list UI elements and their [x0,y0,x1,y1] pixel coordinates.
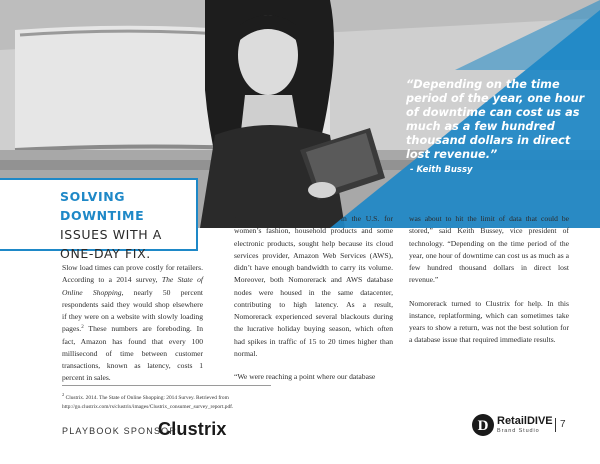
heading-line-2: ISSUES WITH A [60,227,162,242]
heading-line-1: SOLVING DOWNTIME [60,189,145,223]
text-run: Slow load times can prove costly for retailers. According to a 2014 survey, [62,263,203,285]
pull-quote: “Depending on the time period of the year, one hour of downtime can cost us as much as a few hundred thousand dollars in direct lost revenue.” [406,78,585,161]
footnote-ref[interactable]: 2 [81,325,84,331]
column-2-paragraph-1: Nomorerack, an online retailer in the U.S. for women’s fashion, household products and some electronic products, sought help because its cloud services provider, Amazon Web Services (AWS), didn’t have enough bandwidth to carry its volume. Moreover, both Nomorerack and AWS database nodes were housed in the same datacenter, contributing to high latency. As a result, Nomorerack experienced several blackouts during the lucrative holiday buying season, which often had spikes in traffic of 15 to 20 times higher than normal. [234,214,393,358]
footnote-number: 2 [62,392,65,397]
column-3-paragraph-1: was about to hit the limit of data that could be stored,” said Keith Bussey, vice president of technology. “Depending on the time period of the year, one hour of downtime can cost us as much as a few hundred thousand dollars in direct lost revenue.” [409,214,569,285]
column-2-paragraph-2: “We were reaching a point where our database [234,372,376,381]
column-1-paragraph [62,262,203,385]
logo-mark [472,414,494,436]
logo-name-accent: DIVE [526,415,553,427]
sponsor-logo: Clustrix [158,419,227,439]
heading-line-3: ONE-DAY FIX. [60,246,151,261]
logo-subtitle: Brand Studio [497,428,540,434]
brand-studio-logo [497,415,553,435]
logo-letter: D [477,418,489,434]
section-heading [60,187,200,263]
sponsor-label: PLAYBOOK SPONSOR [62,426,178,436]
footnote [62,390,342,413]
logo-name-part: Retail [497,415,527,427]
body-column-2 [234,213,393,383]
page-number: 7 [560,419,566,430]
retail-dive-logo-icon [472,414,494,436]
survey-title: The State of Online Shopping [62,275,203,297]
logo-name [497,415,553,427]
body-column-1 [62,262,203,385]
pull-quote-attribution: - Keith Bussy [410,165,473,175]
footnote-citation [62,390,342,403]
footnote-url[interactable]: http://go.clustrix.com/rs/clustrix/images/Clustrix_consumer_survey_report.pdf. [62,404,234,411]
footnote-text: Clustrix. 2014. The State of Online Shopping: 2014 Survey. Retrieved from [64,394,229,401]
text-run: These numbers are foreboding. In fact, Amazon has found that every 100 millisecond of time between customer transactions, known as latency, costs 1 percent in sales. [62,324,203,383]
body-column-3 [409,213,569,347]
text-run: , nearly 50 percent respondents said they would shop elsewhere if they were on a website with slowly loading pages. [62,287,203,334]
page-number-divider [555,418,556,432]
column-3-paragraph-2: Nomorerack turned to Clustrix for help. In this instance, replatforming, which can sometimes take years to show a return, was not the best solution for a database issue that required immediate results. [409,298,569,345]
footnote-divider [62,385,271,386]
